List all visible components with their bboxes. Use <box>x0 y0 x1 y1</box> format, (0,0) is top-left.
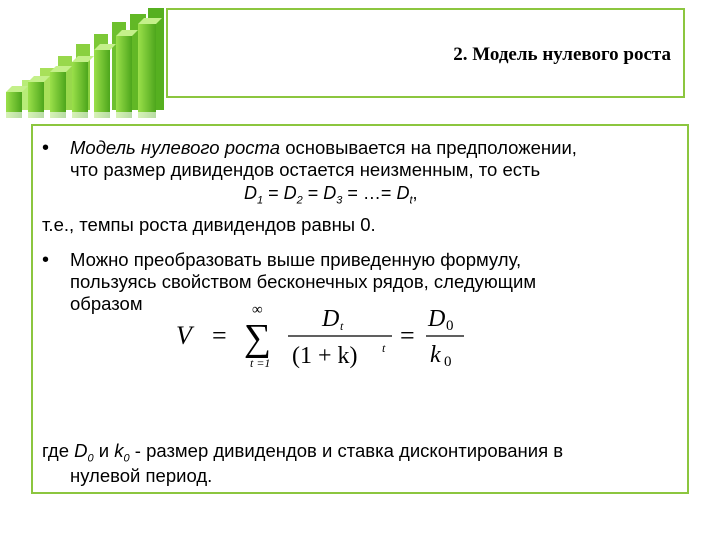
p4-rest: - размер дивидендов и ставка дисконтирования в <box>129 440 564 461</box>
paragraph-1-rest: основывается на предположении, <box>280 137 577 158</box>
bar-chart-logo-icon <box>0 0 175 125</box>
formula2-den-sup: t <box>382 341 386 355</box>
formula2-d0-sub: 0 <box>446 318 454 334</box>
formula2-lower-limit: t =1 <box>250 356 271 370</box>
paragraph-3-line-1: Можно преобразовать выше приведенную формулу, <box>70 249 522 270</box>
formula1-sub1: 1 <box>257 194 264 207</box>
p4-k: k <box>114 440 124 461</box>
formula2-k0-sub: 0 <box>444 354 452 370</box>
formula1-eq2: = <box>302 183 324 203</box>
p4-k-sub: 0 <box>123 452 130 465</box>
formula1-subt: t <box>409 194 413 207</box>
paragraph-2: т.е., темпы роста дивидендов равны 0. <box>42 214 376 235</box>
slide-title: 2. Модель нулевого роста <box>453 44 671 65</box>
paragraph-1-line-1 <box>70 137 577 159</box>
formula1-d1: D <box>244 183 257 203</box>
model-name-italic: Модель нулевого роста <box>70 137 281 158</box>
p4-and: и <box>93 440 115 461</box>
p4-d-sub: 0 <box>87 452 94 465</box>
formula1-eq1: = <box>263 183 284 203</box>
formula2-d0: D <box>428 306 446 332</box>
paragraph-4-line-2: нулевой период. <box>70 465 213 486</box>
paragraph-3-line-3: образом <box>70 293 143 314</box>
dividend-equality-formula <box>244 182 484 212</box>
title-box <box>166 8 685 98</box>
formula2-infinity: ∞ <box>252 302 263 318</box>
formula1-d3: D <box>323 183 337 203</box>
formula2-eq2: = <box>400 321 415 350</box>
formula1-sub2: 2 <box>296 194 303 207</box>
formula1-dt: D <box>396 183 410 203</box>
zero-growth-valuation-formula <box>172 300 472 375</box>
formula2-k0: k <box>430 342 441 368</box>
formula2-num-d: D <box>322 306 340 332</box>
paragraph-1-line-2: что размер дивидендов остается неизменным, то есть <box>70 159 541 180</box>
formula2-num-sub: t <box>340 319 344 333</box>
formula2-sigma: ∑ <box>244 317 272 359</box>
p4-prefix: где <box>42 440 75 461</box>
formula2-eq1: = <box>212 321 227 350</box>
formula1-sub3: 3 <box>336 194 343 207</box>
bullet-marker-1: • <box>42 137 50 159</box>
paragraph-3-line-2: пользуясь свойством бесконечных рядов, следующим <box>70 271 537 292</box>
formula1-d2: D <box>283 183 297 203</box>
formula1-eq3: = …= <box>342 183 397 203</box>
formula2-den: (1 + k) <box>292 343 358 369</box>
p4-d: D <box>74 440 88 461</box>
formula2-v: V <box>176 321 192 350</box>
bullet-marker-2: • <box>42 249 50 271</box>
formula1-tail: , <box>412 183 418 203</box>
